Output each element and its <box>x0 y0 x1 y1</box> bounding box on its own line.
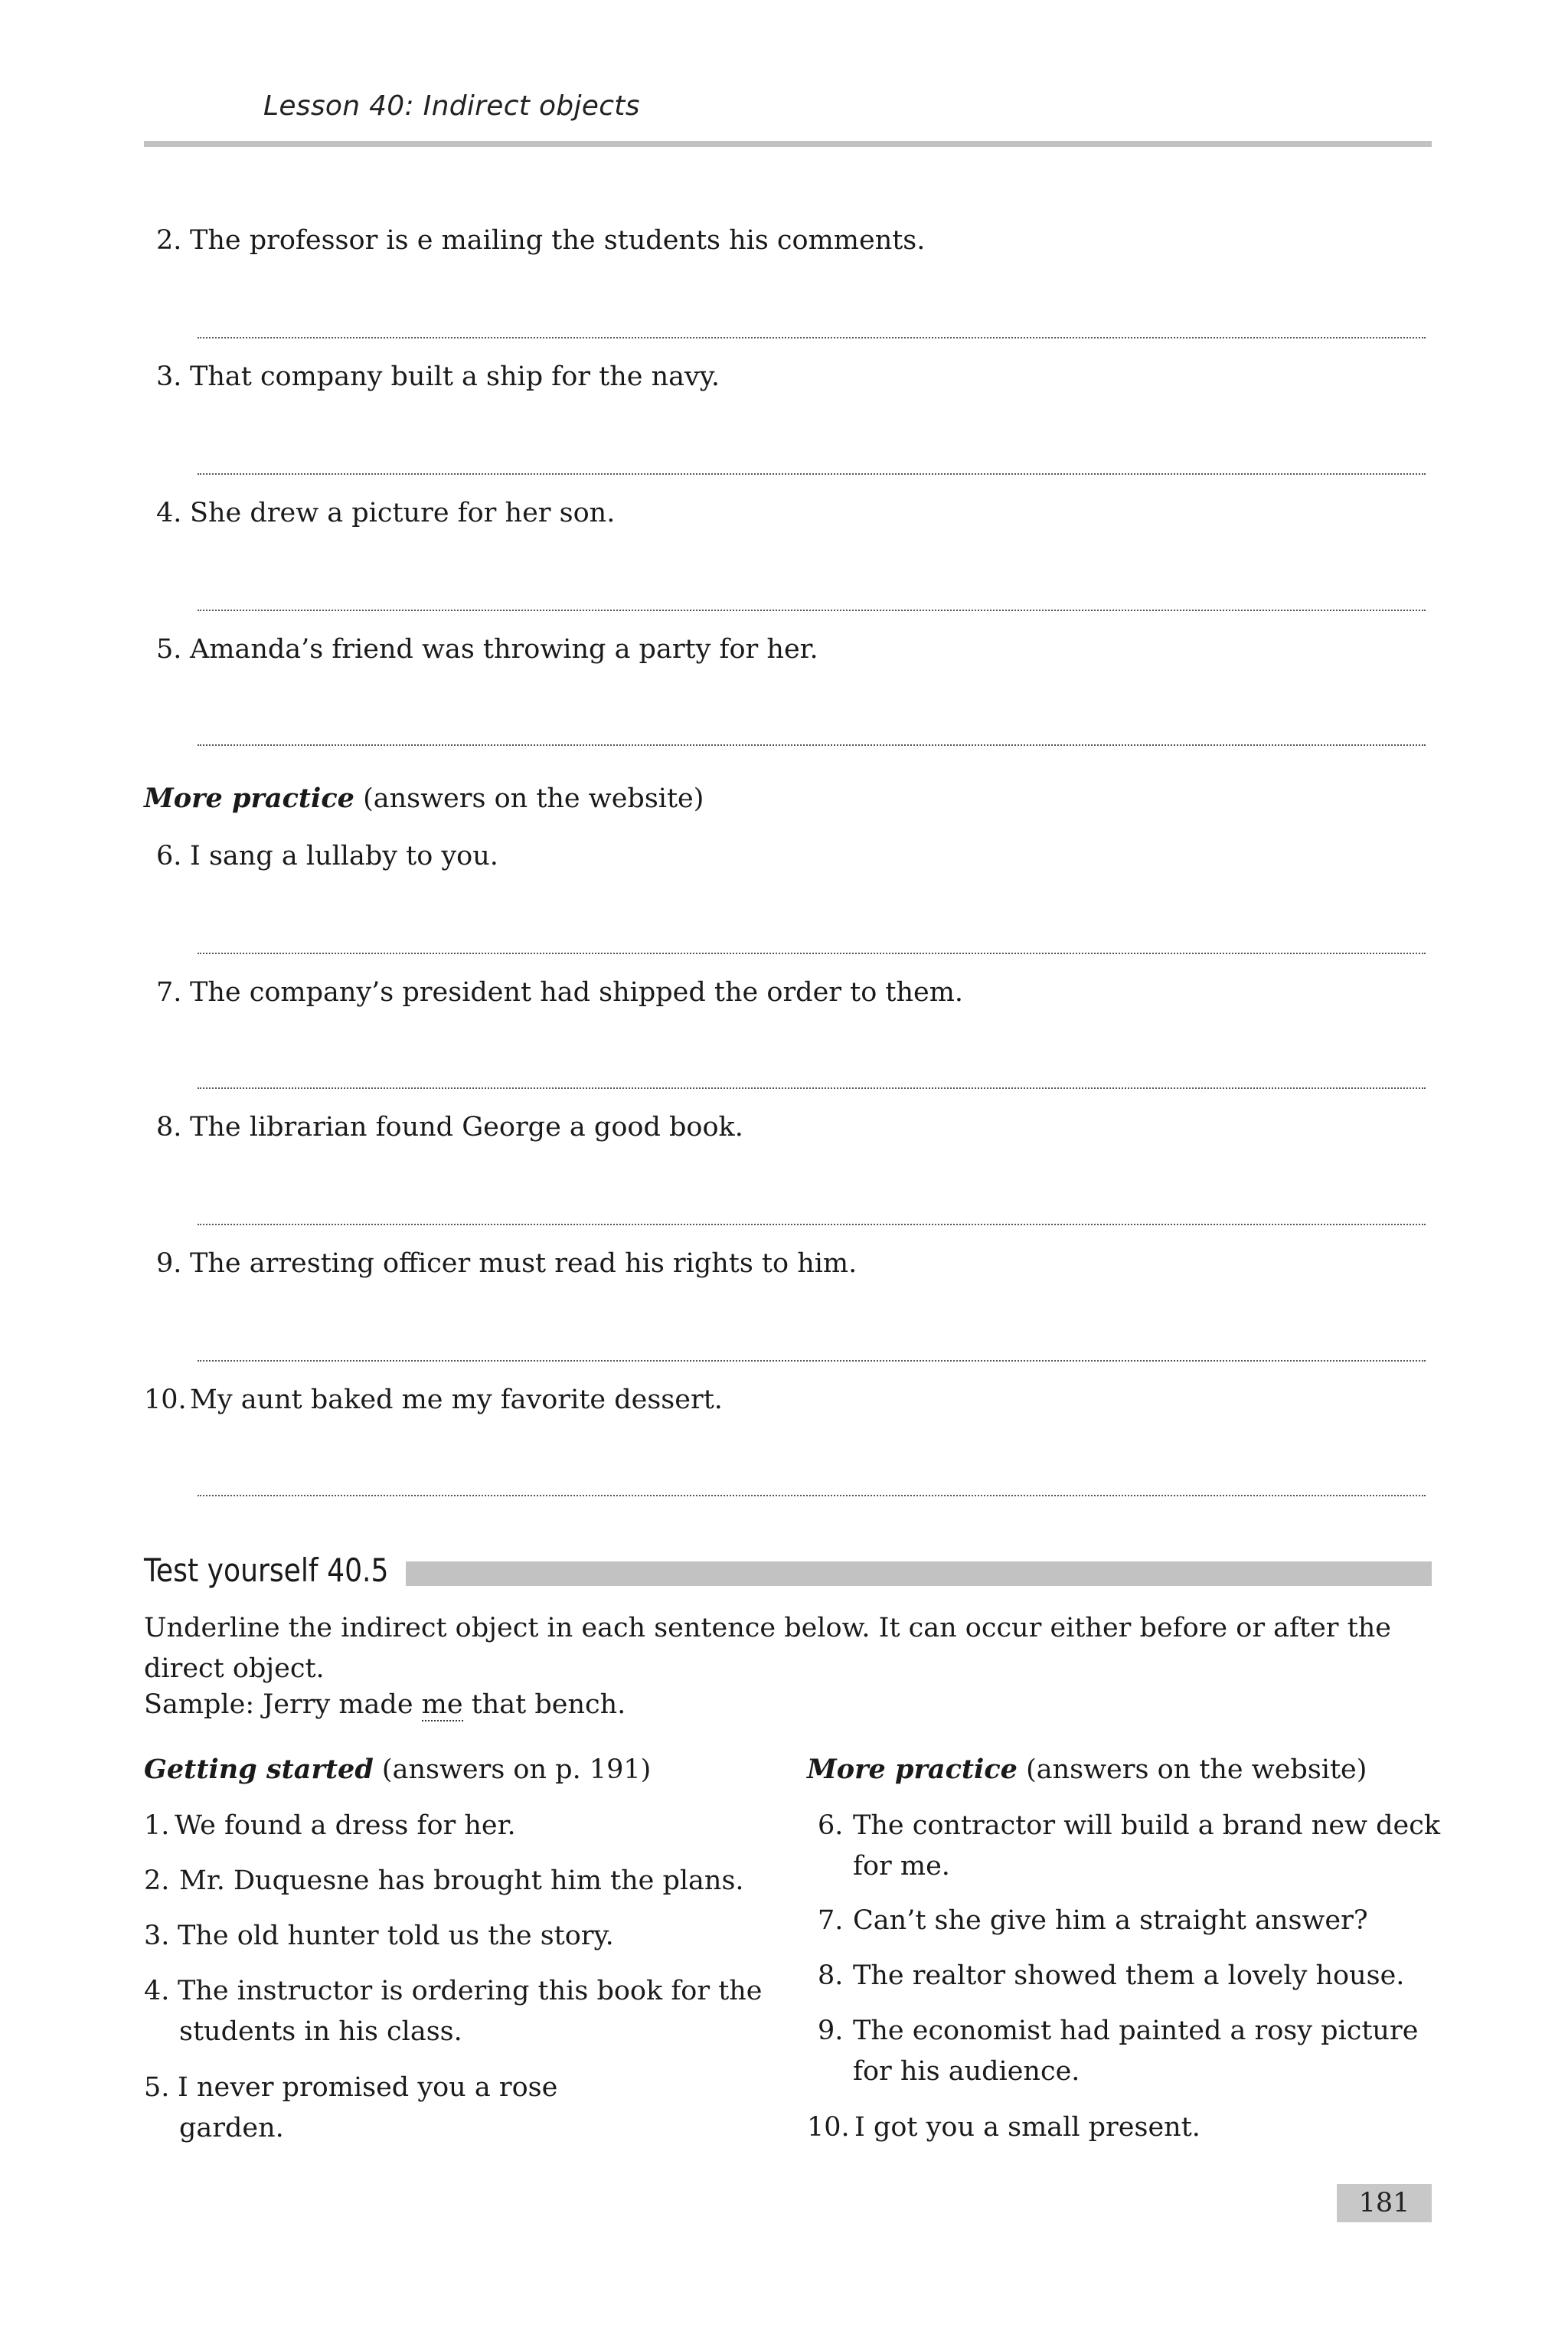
item-number: 10. <box>807 2112 850 2143</box>
item-number: 2. <box>144 1865 170 1896</box>
item-number: 5. <box>144 2072 170 2103</box>
item-number: 7. <box>156 977 182 1008</box>
getting-started-note: (answers on p. 191) <box>373 1754 652 1785</box>
item-number: 2. <box>156 225 182 256</box>
getting-started-heading <box>144 1754 651 1785</box>
exercise-item <box>144 1383 723 1417</box>
item-number: 6. <box>156 841 182 871</box>
exercise-item <box>156 633 818 666</box>
item-text-continued: for me. <box>853 1851 950 1882</box>
more-practice-bold: More practice <box>807 1754 1018 1785</box>
item-text-continued: garden. <box>179 2113 284 2143</box>
item-text: Amanda’s friend was throwing a party for her. <box>190 634 818 665</box>
item-number: 10. <box>144 1385 187 1415</box>
item-text: That company built a ship for the navy. <box>190 361 720 392</box>
item-number: 4. <box>156 498 182 528</box>
item-text: Mr. Duquesne has brought him the plans. <box>179 1865 744 1896</box>
item-text: I got you a small present. <box>854 2112 1200 2143</box>
item-number: 4. <box>144 1976 170 2006</box>
item-text: She drew a picture for her son. <box>190 498 616 528</box>
exercise-item <box>156 839 498 873</box>
item-number: 6. <box>818 1810 844 1841</box>
more-practice-heading <box>144 783 704 814</box>
item-text: I never promised you a rose <box>178 2072 558 2103</box>
sample-suffix: that bench. <box>462 1689 626 1720</box>
answer-line[interactable] <box>198 1087 1426 1089</box>
instruction-text: Underline the indirect object in each sentence below. It can occur either before or after the direct object. <box>144 1613 1391 1684</box>
exercise-item <box>156 496 615 530</box>
list-item <box>818 1956 1404 1996</box>
item-text: I sang a lullaby to you. <box>190 841 498 871</box>
item-number: 8. <box>818 1960 844 1991</box>
list-item <box>818 2011 1418 2092</box>
answer-line[interactable] <box>198 610 1426 611</box>
item-number: 3. <box>144 1921 170 1951</box>
exercise-item <box>156 360 720 394</box>
getting-started-bold: Getting started <box>144 1754 374 1785</box>
item-text: The economist had painted a rosy picture <box>853 2016 1419 2046</box>
sample-underlined-word: me <box>421 1689 463 1720</box>
list-item <box>144 1971 763 2052</box>
item-text: The instructor is ordering this book for the <box>178 1976 763 2006</box>
list-item <box>818 1806 1440 1887</box>
item-text: Can’t she give him a straight answer? <box>853 1905 1368 1936</box>
more-practice-bold: More practice <box>144 783 354 814</box>
exercise-item <box>156 224 925 257</box>
list-item <box>144 1806 516 1846</box>
item-text: The arresting officer must read his rights to him. <box>190 1248 858 1279</box>
item-number: 3. <box>156 361 182 392</box>
item-number: 9. <box>156 1248 182 1279</box>
more-practice-heading <box>807 1754 1367 1785</box>
exercise-item <box>156 976 963 1009</box>
answer-line[interactable] <box>198 473 1426 475</box>
answer-line[interactable] <box>198 1495 1426 1496</box>
more-practice-note: (answers on the website) <box>1017 1754 1367 1785</box>
item-text: The realtor showed them a lovely house. <box>853 1960 1405 1991</box>
answer-line[interactable] <box>198 953 1426 954</box>
list-item <box>807 2107 1200 2148</box>
item-text: We found a dress for her. <box>175 1810 516 1841</box>
item-text: The old hunter told us the story. <box>178 1921 614 1951</box>
list-item <box>818 1901 1368 1941</box>
exercise-item <box>156 1247 857 1280</box>
item-text: The company’s president had shipped the order to them. <box>190 977 964 1008</box>
item-text: The contractor will build a brand new deck <box>853 1810 1441 1841</box>
list-item <box>144 1916 614 1957</box>
exercise-item <box>156 1110 743 1144</box>
item-number: 9. <box>818 2016 844 2046</box>
answer-line[interactable] <box>198 1360 1426 1362</box>
item-text-continued: for his audience. <box>853 2056 1080 2087</box>
list-item <box>144 2068 557 2149</box>
item-text: The professor is e mailing the students his comments. <box>190 225 926 256</box>
answer-line[interactable] <box>198 744 1426 746</box>
header-rule <box>144 141 1432 147</box>
item-number: 7. <box>818 1905 844 1936</box>
answer-line[interactable] <box>198 337 1426 338</box>
sample-sentence <box>144 1689 626 1720</box>
more-practice-note: (answers on the website) <box>354 783 704 814</box>
item-number: 5. <box>156 634 182 665</box>
page-number: 181 <box>1337 2184 1432 2222</box>
list-item <box>144 1861 744 1901</box>
answer-line[interactable] <box>198 1224 1426 1225</box>
section-heading: Test yourself 40.5 <box>144 1551 389 1589</box>
item-text: My aunt baked me my favorite dessert. <box>190 1385 723 1415</box>
item-text: The librarian found George a good book. <box>190 1112 743 1143</box>
heading-bar <box>406 1561 1432 1586</box>
item-number: 8. <box>156 1112 182 1143</box>
item-number: 1. <box>144 1810 170 1841</box>
sample-prefix: Sample: Jerry made <box>144 1689 422 1720</box>
item-text-continued: students in his class. <box>179 2016 462 2047</box>
page-header-title: Lesson 40: Indirect objects <box>263 90 640 122</box>
